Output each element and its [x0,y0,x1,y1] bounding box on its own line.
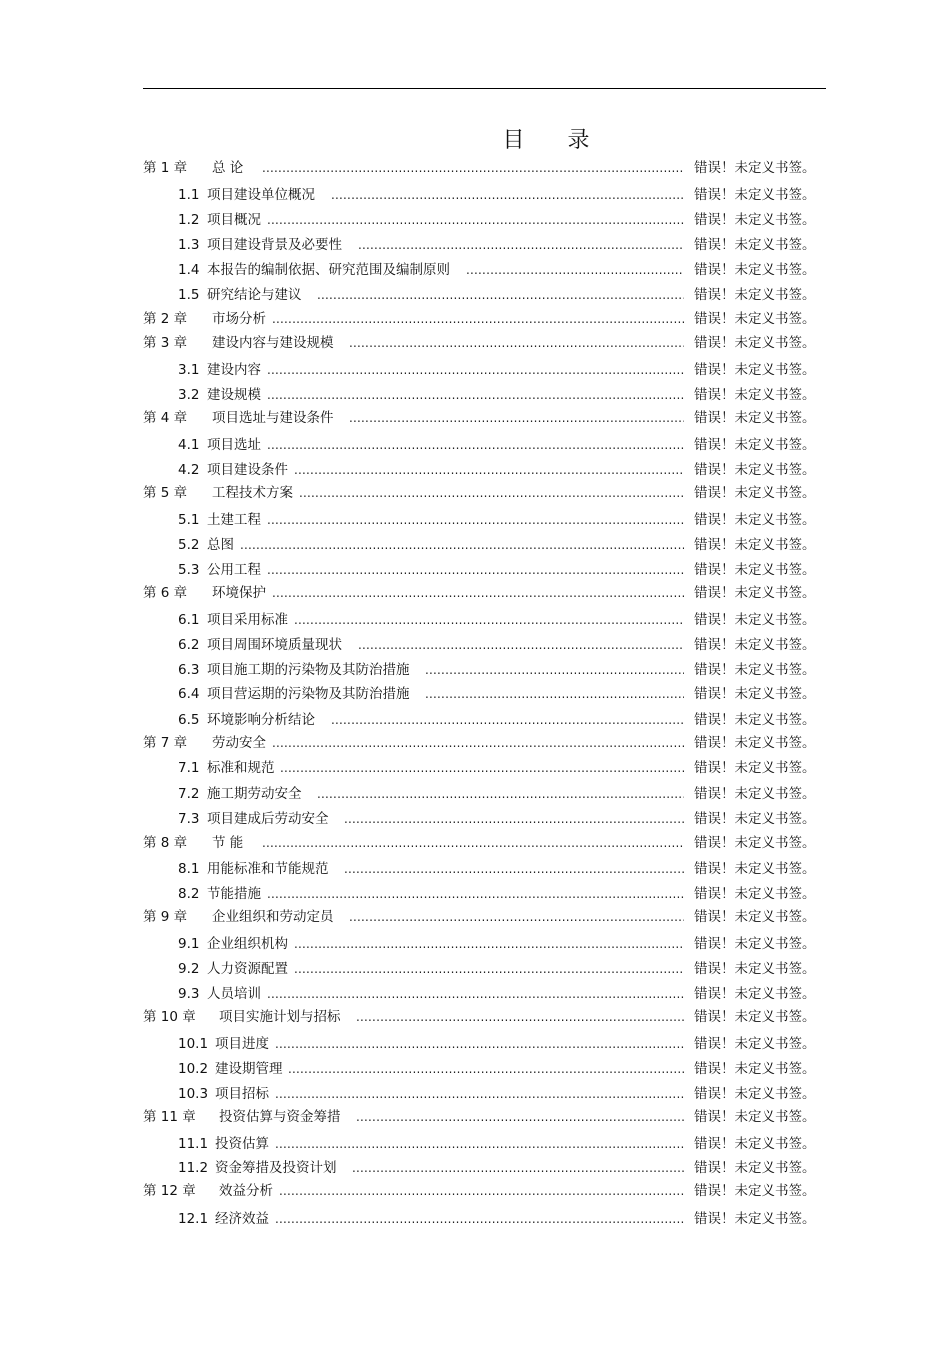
toc-entry-page-ref: 错误！未定义书签。 [694,662,816,678]
toc-chapter-entry[interactable] [0,333,950,353]
toc-entry-number: 第 6 章 [143,585,188,601]
toc-section-entry[interactable] [0,535,950,555]
toc-entry-label: 企业组织和劳动定员 [212,909,334,925]
toc-entry-page-ref: 错误！未定义书签。 [694,760,816,776]
toc-entry-label: 项目建设条件 [207,462,288,478]
toc-entry-label: 项目营运期的污染物及其防治措施 [207,686,410,702]
toc-entry-number: 第 11 章 [143,1109,196,1125]
toc-entry-page-ref: 错误！未定义书签。 [694,1109,816,1125]
toc-entry-number: 6.3 [178,662,200,678]
toc-section-entry[interactable] [0,934,950,954]
toc-entry-number: 3.2 [178,387,200,403]
toc-entry-label: 用能标准和节能规范 [207,861,329,877]
toc-entry-label: 项目选址 [207,437,261,453]
toc-section-entry[interactable] [0,210,950,230]
toc-chapter-entry[interactable] [0,833,950,853]
toc-entry-label: 总 论 [212,160,244,176]
toc-entry-number: 10.3 [178,1086,209,1102]
toc-entry-number: 4.2 [178,462,200,478]
toc-section-entry[interactable] [0,385,950,405]
toc-entry-page-ref: 错误！未定义书签。 [694,160,816,176]
toc-entry-number: 9.2 [178,961,200,977]
toc-entry-number: 3.1 [178,362,200,378]
toc-entry-label: 人员培训 [207,986,261,1002]
toc-dot-leader [267,360,684,380]
toc-entry-number: 7.2 [178,786,200,802]
toc-dot-leader [425,660,684,680]
toc-entry-number: 7.3 [178,811,200,827]
toc-dot-leader [356,1007,684,1027]
toc-entry-label: 建设内容 [207,362,261,378]
toc-section-entry[interactable] [0,710,950,730]
toc-entry-number: 1.5 [178,287,200,303]
toc-dot-leader [294,959,684,979]
toc-entry-label: 市场分析 [212,311,266,327]
toc-entry-number: 5.1 [178,512,200,528]
toc-entry-page-ref: 错误！未定义书签。 [694,1136,816,1152]
toc-entry-page-ref: 错误！未定义书签。 [694,735,816,751]
toc-entry-label: 投资估算 [215,1136,269,1152]
toc-section-entry[interactable] [0,984,950,1004]
toc-entry-label: 工程技术方案 [212,485,293,501]
toc-dot-leader [356,1107,684,1127]
toc-entry-page-ref: 错误！未定义书签。 [694,262,816,278]
toc-entry-number: 9.3 [178,986,200,1002]
toc-entry-number: 1.2 [178,212,200,228]
toc-dot-leader [331,710,684,730]
toc-entry-page-ref: 错误！未定义书签。 [694,212,816,228]
toc-entry-number: 第 3 章 [143,335,188,351]
toc-dot-leader [240,535,684,555]
toc-entry-label: 总图 [207,537,234,553]
toc-entry-label: 环境影响分析结论 [207,712,315,728]
toc-entry-label: 项目周围环境质量现状 [207,637,342,653]
toc-dot-leader [272,309,684,329]
toc-section-entry[interactable] [0,260,950,280]
toc-chapter-entry[interactable] [0,408,950,428]
toc-entry-number: 1.4 [178,262,200,278]
toc-entry-number: 6.1 [178,612,200,628]
toc-chapter-entry[interactable] [0,158,950,178]
toc-section-entry[interactable] [0,185,950,205]
toc-section-entry[interactable] [0,684,950,704]
toc-entry-page-ref: 错误！未定义书签。 [694,512,816,528]
toc-entry-number: 5.3 [178,562,200,578]
toc-entry-label: 建设规模 [207,387,261,403]
toc-entry-label: 项目建成后劳动安全 [207,811,329,827]
toc-entry-label: 项目实施计划与招标 [219,1009,341,1025]
toc-entry-number: 6.4 [178,686,200,702]
toc-entry-number: 6.2 [178,637,200,653]
toc-dot-leader [288,1059,684,1079]
toc-entry-label: 企业组织机构 [207,936,288,952]
toc-entry-label: 建设内容与建设规模 [212,335,334,351]
toc-entry-label: 研究结论与建议 [207,287,302,303]
toc-entry-page-ref: 错误！未定义书签。 [694,1009,816,1025]
toc-dot-leader [267,560,684,580]
toc-entry-label: 劳动安全 [212,735,266,751]
toc-entry-label: 标准和规范 [207,760,275,776]
toc-entry-page-ref: 错误！未定义书签。 [694,612,816,628]
toc-entry-number: 第 7 章 [143,735,188,751]
toc-entry-label: 项目建设单位概况 [207,187,315,203]
toc-section-entry[interactable] [0,610,950,630]
toc-entry-label: 节 能 [212,835,244,851]
toc-entry-number: 第 9 章 [143,909,188,925]
toc-entry-page-ref: 错误！未定义书签。 [694,861,816,877]
toc-entry-number: 第 10 章 [143,1009,196,1025]
toc-entry-page-ref: 错误！未定义书签。 [694,1211,816,1227]
toc-title: 目 录 [502,128,608,153]
toc-section-entry[interactable] [0,360,950,380]
toc-entry-label: 土建工程 [207,512,261,528]
toc-entry-page-ref: 错误！未定义书签。 [694,462,816,478]
toc-section-entry[interactable] [0,884,950,904]
toc-entry-label: 项目概况 [207,212,261,228]
toc-chapter-entry[interactable] [0,1181,950,1201]
toc-entry-page-ref: 错误！未定义书签。 [694,1183,816,1199]
toc-dot-leader [275,1084,684,1104]
toc-entry-label: 项目进度 [215,1036,269,1052]
toc-entry-label: 项目招标 [215,1086,269,1102]
toc-entry-number: 10.2 [178,1061,209,1077]
toc-section-entry[interactable] [0,560,950,580]
toc-entry-page-ref: 错误！未定义书签。 [694,786,816,802]
toc-section-entry[interactable] [0,1158,950,1178]
toc-entry-label: 公用工程 [207,562,261,578]
toc-entry-page-ref: 错误！未定义书签。 [694,637,816,653]
toc-dot-leader [425,684,684,704]
toc-section-entry[interactable] [0,1059,950,1079]
toc-entry-page-ref: 错误！未定义书签。 [694,1086,816,1102]
toc-dot-leader [317,784,684,804]
toc-chapter-entry[interactable] [0,483,950,503]
toc-entry-number: 11.1 [178,1136,209,1152]
toc-entry-label: 经济效益 [215,1211,269,1227]
toc-dot-leader [275,1134,684,1154]
toc-entry-page-ref: 错误！未定义书签。 [694,485,816,501]
toc-dot-leader [349,907,684,927]
toc-entry-label: 本报告的编制依据、研究范围及编制原则 [207,262,450,278]
toc-dot-leader [294,610,684,630]
toc-chapter-entry[interactable] [0,583,950,603]
toc-entry-page-ref: 错误！未定义书签。 [694,437,816,453]
toc-entry-page-ref: 错误！未定义书签。 [694,537,816,553]
toc-entry-page-ref: 错误！未定义书签。 [694,237,816,253]
toc-entry-label: 环境保护 [212,585,266,601]
toc-entry-page-ref: 错误！未定义书签。 [694,936,816,952]
toc-entry-page-ref: 错误！未定义书签。 [694,410,816,426]
toc-dot-leader [272,583,684,603]
toc-dot-leader [344,859,684,879]
toc-entry-page-ref: 错误！未定义书签。 [694,311,816,327]
toc-entry-page-ref: 错误！未定义书签。 [694,187,816,203]
toc-entry-number: 4.1 [178,437,200,453]
toc-dot-leader [358,635,684,655]
toc-entry-number: 第 12 章 [143,1183,196,1199]
toc-chapter-entry[interactable] [0,309,950,329]
toc-entry-number: 8.1 [178,861,200,877]
toc-dot-leader [317,285,684,305]
toc-dot-leader [272,733,684,753]
toc-section-entry[interactable] [0,1084,950,1104]
toc-entry-number: 6.5 [178,712,200,728]
toc-dot-leader [299,483,684,503]
toc-dot-leader [267,984,684,1004]
toc-entry-page-ref: 错误！未定义书签。 [694,1036,816,1052]
toc-chapter-entry[interactable] [0,1007,950,1027]
toc-entry-page-ref: 错误！未定义书签。 [694,387,816,403]
toc-dot-leader [275,1209,684,1229]
toc-entry-page-ref: 错误！未定义书签。 [694,585,816,601]
toc-dot-leader [262,833,684,853]
toc-entry-page-ref: 错误！未定义书签。 [694,986,816,1002]
toc-section-entry[interactable] [0,1134,950,1154]
toc-dot-leader [267,210,684,230]
toc-entry-label: 施工期劳动安全 [207,786,302,802]
toc-entry-label: 节能措施 [207,886,261,902]
toc-entry-page-ref: 错误！未定义书签。 [694,886,816,902]
toc-section-entry[interactable] [0,435,950,455]
toc-entry-page-ref: 错误！未定义书签。 [694,909,816,925]
toc-entry-page-ref: 错误！未定义书签。 [694,686,816,702]
toc-entry-number: 第 1 章 [143,160,188,176]
toc-entry-number: 第 8 章 [143,835,188,851]
toc-dot-leader [352,1158,684,1178]
toc-entry-number: 9.1 [178,936,200,952]
toc-dot-leader [344,809,684,829]
toc-chapter-entry[interactable] [0,1107,950,1127]
toc-section-entry[interactable] [0,959,950,979]
toc-dot-leader [349,333,684,353]
toc-section-entry[interactable] [0,1034,950,1054]
toc-entry-number: 第 2 章 [143,311,188,327]
toc-entry-page-ref: 错误！未定义书签。 [694,835,816,851]
toc-section-entry[interactable] [0,235,950,255]
toc-section-entry[interactable] [0,510,950,530]
toc-dot-leader [267,385,684,405]
toc-section-entry[interactable] [0,758,950,778]
toc-entry-label: 效益分析 [219,1183,273,1199]
toc-dot-leader [349,408,684,428]
toc-entry-label: 项目施工期的污染物及其防治措施 [207,662,410,678]
toc-entry-number: 5.2 [178,537,200,553]
toc-section-entry[interactable] [0,1209,950,1229]
toc-dot-leader [294,934,684,954]
toc-entry-number: 11.2 [178,1160,209,1176]
toc-entry-label: 资金筹措及投资计划 [215,1160,337,1176]
toc-entry-label: 建设期管理 [215,1061,283,1077]
toc-entry-label: 项目选址与建设条件 [212,410,334,426]
toc-chapter-entry[interactable] [0,733,950,753]
toc-entry-number: 8.2 [178,886,200,902]
toc-dot-leader [294,460,684,480]
toc-entry-label: 项目采用标准 [207,612,288,628]
toc-entry-label: 投资估算与资金筹措 [219,1109,341,1125]
toc-entry-page-ref: 错误！未定义书签。 [694,562,816,578]
toc-entry-page-ref: 错误！未定义书签。 [694,712,816,728]
toc-dot-leader [267,435,684,455]
toc-entry-page-ref: 错误！未定义书签。 [694,335,816,351]
toc-dot-leader [267,510,684,530]
toc-section-entry[interactable] [0,660,950,680]
toc-section-entry[interactable] [0,784,950,804]
toc-entry-number: 1.1 [178,187,200,203]
toc-entry-page-ref: 错误！未定义书签。 [694,1160,816,1176]
toc-dot-leader [279,1181,684,1201]
toc-entry-page-ref: 错误！未定义书签。 [694,811,816,827]
toc-section-entry[interactable] [0,809,950,829]
toc-entry-number: 7.1 [178,760,200,776]
toc-entry-page-ref: 错误！未定义书签。 [694,362,816,378]
toc-entry-page-ref: 错误！未定义书签。 [694,287,816,303]
toc-entry-number: 第 4 章 [143,410,188,426]
toc-dot-leader [331,185,684,205]
toc-section-entry[interactable] [0,635,950,655]
toc-section-entry[interactable] [0,285,950,305]
toc-entry-number: 第 5 章 [143,485,188,501]
toc-dot-leader [262,158,684,178]
toc-chapter-entry[interactable] [0,907,950,927]
toc-entry-label: 项目建设背景及必要性 [207,237,342,253]
toc-entry-number: 10.1 [178,1036,209,1052]
toc-entry-number: 12.1 [178,1211,209,1227]
toc-entry-page-ref: 错误！未定义书签。 [694,961,816,977]
toc-section-entry[interactable] [0,460,950,480]
toc-entry-page-ref: 错误！未定义书签。 [694,1061,816,1077]
toc-dot-leader [275,1034,684,1054]
toc-dot-leader [280,758,684,778]
toc-dot-leader [358,235,684,255]
toc-dot-leader [267,884,684,904]
toc-entry-label: 人力资源配置 [207,961,288,977]
toc-dot-leader [466,260,684,280]
toc-entry-number: 1.3 [178,237,200,253]
toc-section-entry[interactable] [0,859,950,879]
